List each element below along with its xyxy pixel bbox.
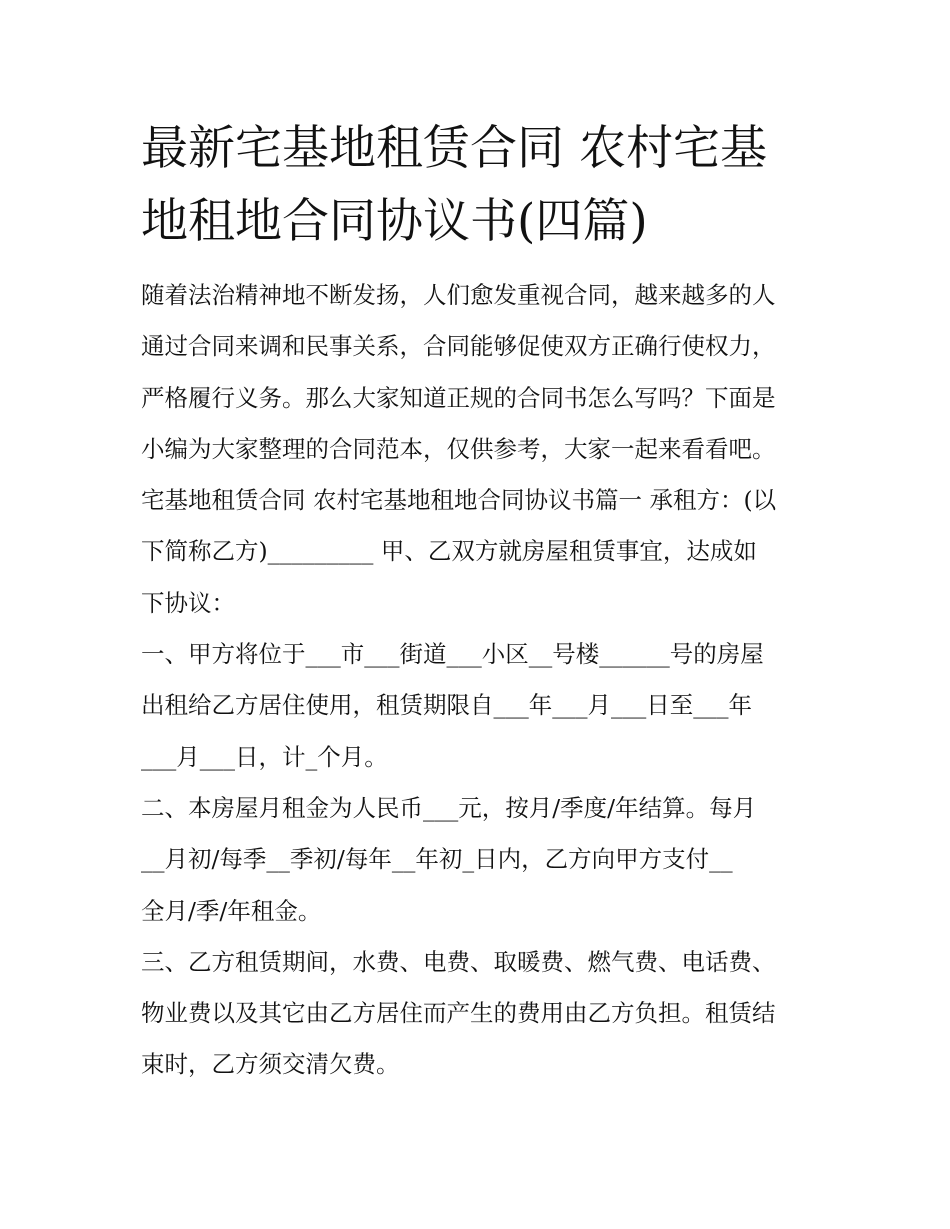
title-line: 最新宅基地租赁合同 农村宅基	[141, 121, 767, 176]
clause-3-line: 束时，乙方须交清欠费。	[141, 1050, 400, 1079]
document-body	[141, 270, 816, 1091]
document-title	[141, 112, 816, 258]
body-line: 宅基地租赁合同 农村宅基地租地合同协议书篇一 承租方：(以	[141, 486, 777, 515]
title-line: 地租地合同协议书(四篇)	[141, 194, 648, 249]
body-line: 下简称乙方)_________ 甲、乙双方就房屋租赁事宜，达成如	[141, 537, 757, 566]
clause-2-line: __月初/每季__季初/每年__年初_日内，乙方向甲方支付__	[141, 845, 733, 874]
body-line: 下协议：	[141, 588, 235, 617]
body-line: 小编为大家整理的合同范本，仅供参考，大家一起来看看吧。	[141, 434, 776, 463]
body-line: 随着法治精神地不断发扬，人们愈发重视合同，越来越多的人	[141, 281, 776, 309]
clause-1-line: 出租给乙方居住使用，租赁期限自___年___月___日至___年	[141, 691, 752, 720]
clause-3-line: 物业费以及其它由乙方居住而产生的费用由乙方负担。租赁结	[141, 999, 776, 1028]
clause-2-line: 全月/季/年租金。	[141, 896, 322, 925]
body-line: 通过合同来调和民事关系，合同能够促使双方正确行使权力，	[141, 332, 776, 361]
body-line: 严格履行义务。那么大家知道正规的合同书怎么写吗？下面是	[141, 383, 776, 412]
document-page	[141, 112, 816, 1091]
clause-3-line: 三、乙方租赁期间，水费、电费、取暖费、燃气费、电话费、	[141, 947, 776, 976]
clause-1-line: ___月___日，计_个月。	[141, 742, 388, 771]
clause-2-line: 二、本房屋月租金为人民币___元，按月/季度/年结算。每月	[141, 793, 757, 822]
clause-1-line: 一、甲方将位于___市___街道___小区__号楼______号的房屋	[141, 640, 764, 669]
